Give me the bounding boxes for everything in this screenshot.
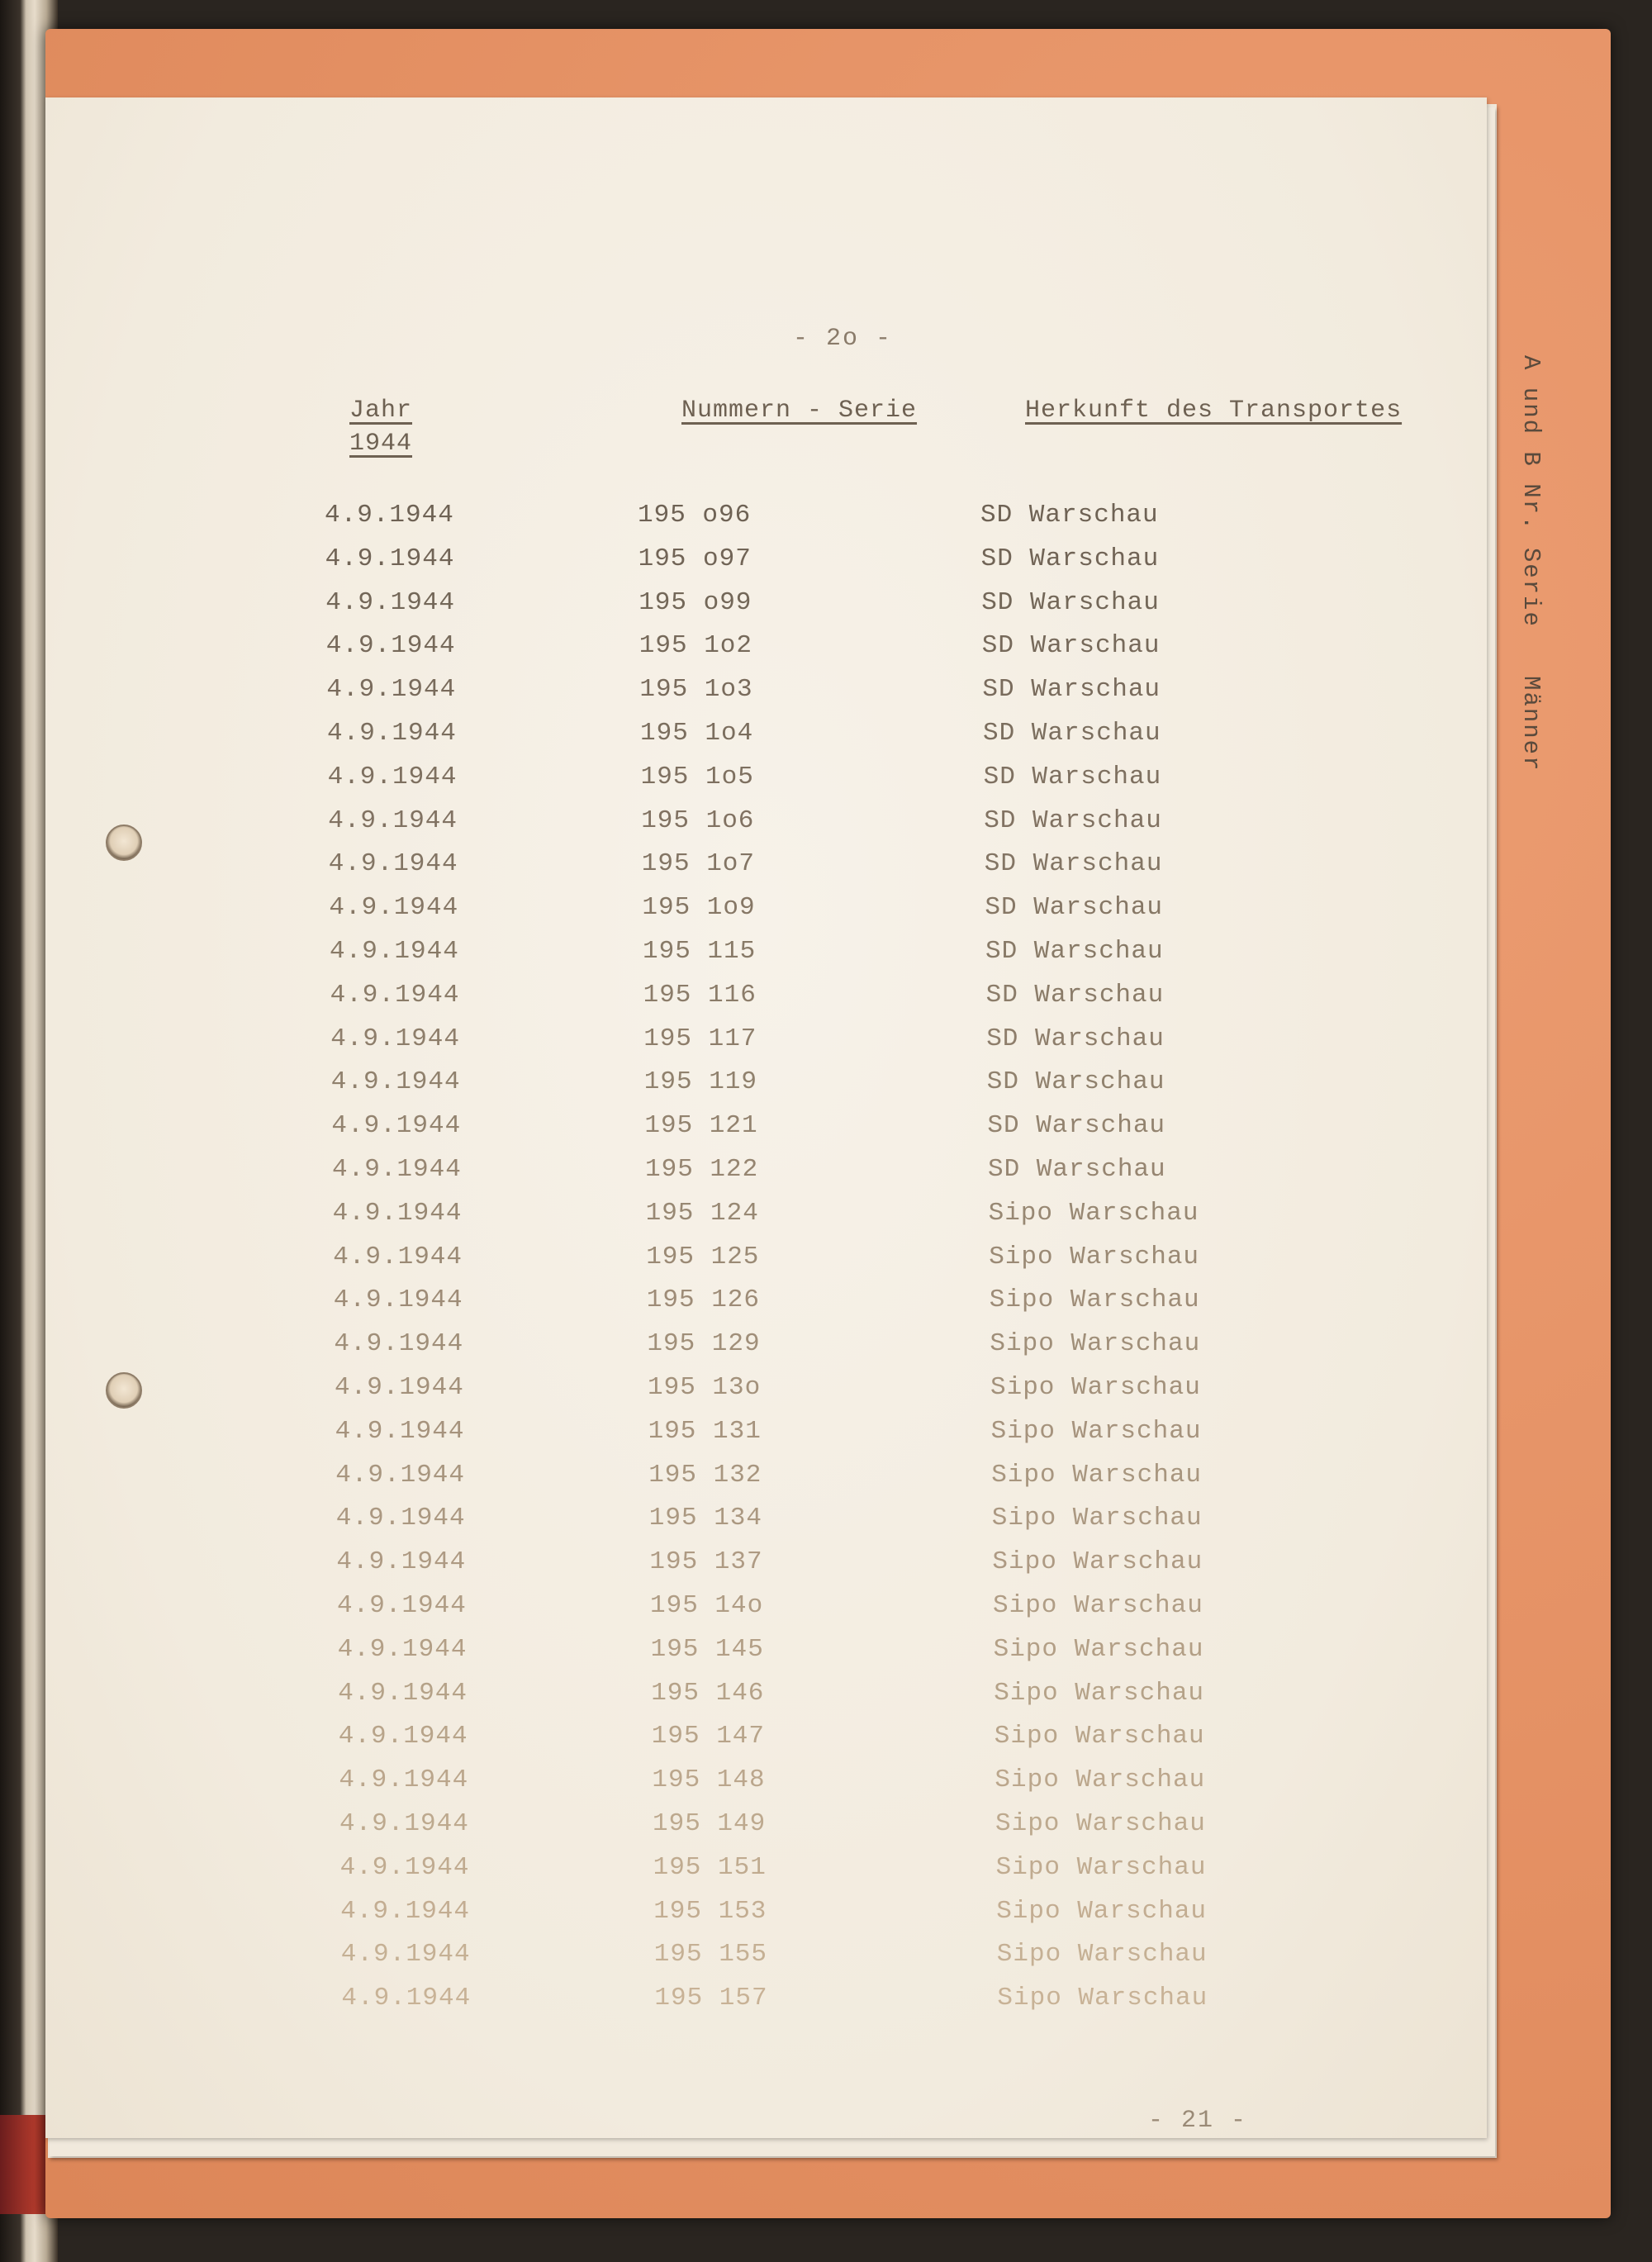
cell-number: 195 131 [648,1416,762,1446]
cell-origin: Sipo Warschau [994,1678,1205,1708]
cell-origin: Sipo Warschau [993,1634,1204,1664]
cell-date: 4.9.1944 [335,1460,466,1490]
cell-number: 195 1o9 [642,893,756,923]
cell-origin: Sipo Warschau [991,1504,1203,1533]
cell-number: 195 125 [646,1242,760,1271]
cell-number: 195 o96 [638,501,752,530]
cell-date: 4.9.1944 [339,1852,470,1882]
cell-origin: SD Warschau [985,937,1164,966]
cell-date: 4.9.1944 [341,1984,472,2013]
cell-date: 4.9.1944 [340,1940,471,1970]
column-header-number-series: Nummern - Serie [681,397,918,425]
cell-number: 195 117 [643,1024,757,1053]
cell-number: 195 145 [650,1634,764,1664]
page-number-top: - 2o - [793,325,893,353]
cell-date: 4.9.1944 [325,587,456,617]
cell-number: 195 115 [643,937,757,966]
cell-number: 195 1o7 [641,849,756,879]
cell-origin: Sipo Warschau [994,1722,1205,1751]
cell-number: 195 o99 [638,587,752,617]
cell-number: 195 153 [653,1896,767,1926]
cell-date: 4.9.1944 [337,1591,467,1620]
cell-date: 4.9.1944 [325,501,454,530]
cell-origin: Sipo Warschau [996,1940,1208,1970]
cell-date: 4.9.1944 [340,1896,471,1926]
cell-date: 4.9.1944 [335,1373,464,1402]
cell-date: 4.9.1944 [337,1634,468,1664]
punch-hole [106,824,142,861]
cell-date: 4.9.1944 [332,1155,462,1184]
cell-origin: SD Warschau [985,893,1164,923]
cell-date: 4.9.1944 [339,1765,469,1795]
cell-date: 4.9.1944 [328,805,458,835]
cell-date: 4.9.1944 [327,762,458,791]
cell-number: 195 o97 [638,544,752,573]
cell-date: 4.9.1944 [335,1504,466,1533]
cell-number: 195 147 [651,1722,766,1751]
folder-tab-label: A und B Nr. Serie Männer [1517,355,1545,772]
cell-origin: Sipo Warschau [993,1591,1203,1620]
cell-date: 4.9.1944 [338,1722,468,1751]
cell-origin: Sipo Warschau [988,1198,1199,1228]
cell-date: 4.9.1944 [338,1678,468,1708]
cell-date: 4.9.1944 [325,631,456,661]
cell-number: 195 132 [648,1460,762,1490]
cell-origin: Sipo Warschau [995,1852,1207,1882]
cell-origin: SD Warschau [986,1067,1165,1097]
cell-number: 195 148 [652,1765,766,1795]
cell-date: 4.9.1944 [330,980,460,1010]
cell-number: 195 116 [643,980,757,1010]
cell-date: 4.9.1944 [333,1242,463,1271]
cell-date: 4.9.1944 [335,1416,465,1446]
cell-number: 195 1o6 [641,805,755,835]
cell-date: 4.9.1944 [326,675,457,705]
cell-number: 195 151 [653,1852,767,1882]
cell-date: 4.9.1944 [334,1329,464,1359]
cell-date: 4.9.1944 [330,1024,461,1053]
punch-hole [106,1372,142,1409]
cell-origin: Sipo Warschau [990,1329,1201,1359]
cell-origin: Sipo Warschau [990,1373,1201,1402]
cell-number: 195 134 [648,1504,763,1533]
cell-date: 4.9.1944 [339,1809,469,1838]
cell-origin: SD Warschau [986,1024,1165,1053]
cell-date: 4.9.1944 [331,1111,462,1141]
cell-number: 195 126 [646,1285,761,1315]
cell-number: 195 137 [649,1547,763,1577]
cell-number: 195 1o3 [639,675,753,705]
cell-origin: SD Warschau [981,631,1161,661]
cell-origin: Sipo Warschau [995,1765,1206,1795]
cell-origin: SD Warschau [984,849,1163,879]
cell-origin: SD Warschau [985,980,1165,1010]
cell-number: 195 121 [644,1111,758,1141]
cell-date: 4.9.1944 [328,849,458,879]
cell-date: 4.9.1944 [336,1547,467,1577]
cell-origin: Sipo Warschau [996,1896,1208,1926]
cell-origin: SD Warschau [984,805,1162,835]
cell-origin: SD Warschau [980,501,1159,530]
cell-origin: Sipo Warschau [989,1242,1200,1271]
cell-origin: Sipo Warschau [992,1547,1203,1577]
cell-number: 195 149 [653,1809,767,1838]
cell-number: 195 14o [650,1591,764,1620]
cell-origin: SD Warschau [983,762,1162,791]
page-number-bottom: - 21 - [1148,2107,1248,2135]
column-header-origin: Herkunft des Transportes [1025,397,1403,425]
cell-origin: SD Warschau [988,1155,1166,1184]
cell-origin: Sipo Warschau [990,1416,1202,1446]
cell-date: 4.9.1944 [333,1285,463,1315]
cell-origin: SD Warschau [987,1111,1166,1141]
column-header-year-value: 1944 [349,430,413,458]
cell-number: 195 13o [648,1373,762,1402]
cell-origin: Sipo Warschau [989,1285,1200,1315]
cell-number: 195 1o5 [640,762,754,791]
cell-origin: Sipo Warschau [997,1984,1208,2013]
cell-number: 195 155 [653,1940,768,1970]
cell-date: 4.9.1944 [330,937,459,966]
cell-origin: Sipo Warschau [995,1809,1206,1838]
cell-origin: SD Warschau [982,675,1161,705]
cell-number: 195 146 [651,1678,765,1708]
cell-date: 4.9.1944 [330,1067,461,1097]
cell-date: 4.9.1944 [329,893,459,923]
cell-origin: SD Warschau [983,719,1161,748]
cell-date: 4.9.1944 [327,719,457,748]
cell-number: 195 124 [645,1198,759,1228]
cell-origin: Sipo Warschau [991,1460,1203,1490]
cell-number: 195 157 [654,1984,768,2013]
cell-date: 4.9.1944 [325,544,455,573]
cell-origin: SD Warschau [980,544,1160,573]
cell-number: 195 129 [647,1329,761,1359]
document-page [45,97,1487,2138]
column-header-year: Jahr [349,397,413,425]
cell-number: 195 1o4 [640,719,754,748]
cell-number: 195 1o2 [638,631,753,661]
cell-number: 195 119 [643,1067,758,1097]
cell-date: 4.9.1944 [332,1198,463,1228]
cell-number: 195 122 [645,1155,759,1184]
cell-origin: SD Warschau [981,587,1160,617]
